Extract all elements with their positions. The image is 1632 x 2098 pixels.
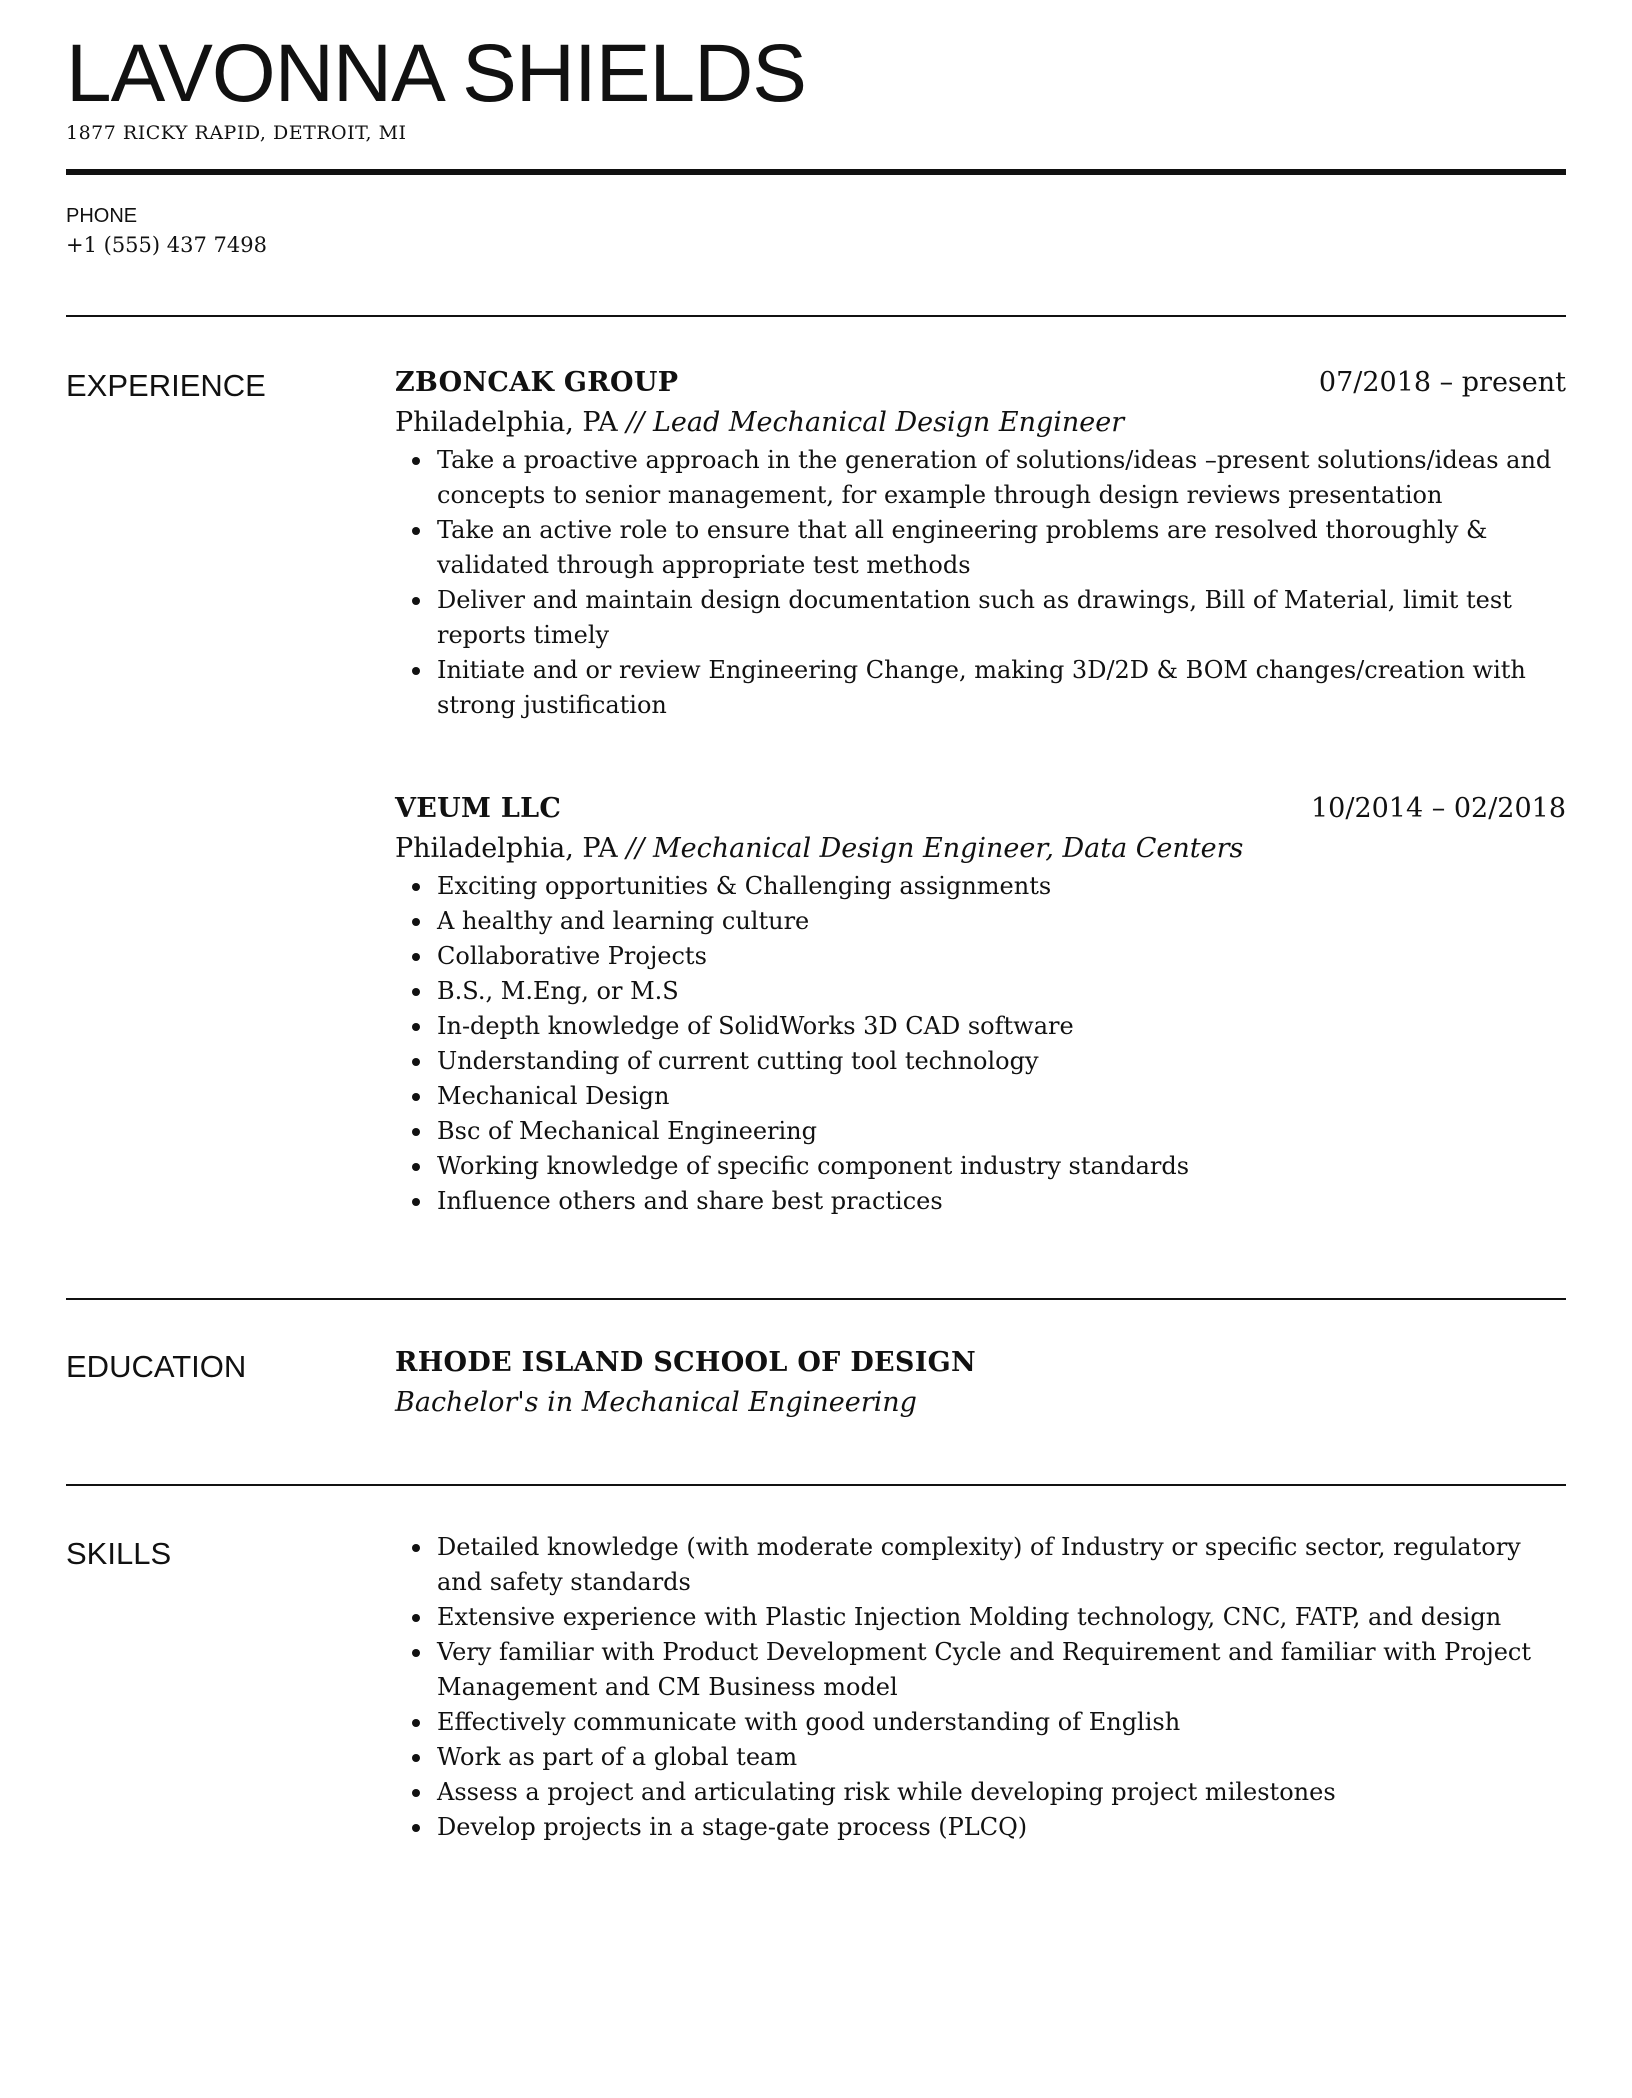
job-bullets [395, 443, 1566, 723]
job-role: // Lead Mechanical Design Engineer [626, 407, 1125, 438]
school-name: RHODE ISLAND SCHOOL OF DESIGN [395, 1347, 976, 1378]
skill-item: Extensive experience with Plastic Injection Molding technology, CNC, FATP, and design [395, 1600, 1566, 1635]
job-bullet: Influence others and share best practices [395, 1184, 1566, 1219]
job-dates: 07/2018 – present [1318, 367, 1566, 398]
job-header [395, 363, 1566, 403]
skill-item: Very familiar with Product Development Cycle and Requirement and familiar with Project Management and CM Business model [395, 1635, 1566, 1705]
job-bullet: Collaborative Projects [395, 939, 1566, 974]
bullet-dot-icon [412, 1719, 420, 1727]
job-bullet: Working knowledge of specific component industry standards [395, 1149, 1566, 1184]
candidate-name: LAVONNA SHIELDS [66, 28, 806, 119]
job-bullets [395, 869, 1566, 1219]
job-bullet: Mechanical Design [395, 1079, 1566, 1114]
bullet-dot-icon [412, 1093, 420, 1101]
skills-heading: SKILLS [66, 1536, 172, 1571]
bullet-dot-icon [412, 1614, 420, 1622]
section-divider [66, 1298, 1566, 1300]
bullet-dot-icon [412, 1544, 420, 1552]
job-bullet: Deliver and maintain design documentation such as drawings, Bill of Material, limit test reports timely [395, 583, 1566, 653]
bullet-dot-icon [412, 1754, 420, 1762]
job-bullet: B.S., M.Eng, or M.S [395, 974, 1566, 1009]
job-location: Philadelphia, PA [395, 407, 618, 438]
job-entry [395, 363, 1566, 723]
bullet-dot-icon [412, 457, 420, 465]
bullet-dot-icon [412, 1058, 420, 1066]
bullet-dot-icon [412, 1023, 420, 1031]
phone-number: +1 (555) 437 7498 [66, 233, 267, 257]
job-bullet: A healthy and learning culture [395, 904, 1566, 939]
section-divider [66, 1484, 1566, 1486]
bullet-dot-icon [412, 953, 420, 961]
job-subtitle [395, 403, 1566, 443]
bullet-dot-icon [412, 597, 420, 605]
bullet-dot-icon [412, 918, 420, 926]
job-location: Philadelphia, PA [395, 833, 618, 864]
bullet-dot-icon [412, 1649, 420, 1657]
skills-content [395, 1530, 1566, 1845]
job-bullet: Understanding of current cutting tool technology [395, 1044, 1566, 1079]
skill-item: Work as part of a global team [395, 1740, 1566, 1775]
job-role: // Mechanical Design Engineer, Data Centers [626, 833, 1244, 864]
job-entry [395, 789, 1566, 1219]
experience-heading: EXPERIENCE [66, 368, 266, 403]
bullet-dot-icon [412, 527, 420, 535]
bullet-dot-icon [412, 883, 420, 891]
candidate-address: 1877 RICKY RAPID, DETROIT, MI [66, 122, 407, 144]
job-bullet: In-depth knowledge of SolidWorks 3D CAD software [395, 1009, 1566, 1044]
job-dates: 10/2014 – 02/2018 [1311, 793, 1566, 824]
job-subtitle [395, 829, 1566, 869]
skill-item: Develop projects in a stage-gate process (PLCQ) [395, 1810, 1566, 1845]
skills-list [395, 1530, 1566, 1845]
skill-item: Effectively communicate with good understanding of English [395, 1705, 1566, 1740]
job-bullet: Bsc of Mechanical Engineering [395, 1114, 1566, 1149]
job-bullet: Take an active role to ensure that all engineering problems are resolved thoroughly & validated through appropriate test methods [395, 513, 1566, 583]
bullet-dot-icon [412, 1128, 420, 1136]
bullet-dot-icon [412, 667, 420, 675]
phone-label: PHONE [66, 205, 138, 227]
education-heading: EDUCATION [66, 1349, 247, 1384]
job-bullet: Initiate and or review Engineering Change, making 3D/2D & BOM changes/creation with strong justification [395, 653, 1566, 723]
job-bullet: Take a proactive approach in the generation of solutions/ideas –present solutions/ideas and concepts to senior management, for example through design reviews presentation [395, 443, 1566, 513]
job-bullet: Exciting opportunities & Challenging assignments [395, 869, 1566, 904]
section-divider [66, 315, 1566, 317]
skill-item: Detailed knowledge (with moderate complexity) of Industry or specific sector, regulatory and safety standards [395, 1530, 1566, 1600]
degree: Bachelor's in Mechanical Engineering [395, 1387, 917, 1418]
bullet-dot-icon [412, 988, 420, 996]
skill-item: Assess a project and articulating risk while developing project milestones [395, 1775, 1566, 1810]
header-divider [66, 169, 1566, 175]
education-content [395, 1343, 1566, 1423]
job-header [395, 789, 1566, 829]
bullet-dot-icon [412, 1824, 420, 1832]
bullet-dot-icon [412, 1163, 420, 1171]
bullet-dot-icon [412, 1198, 420, 1206]
job-company: VEUM LLC [395, 793, 562, 824]
job-company: ZBONCAK GROUP [395, 367, 679, 398]
bullet-dot-icon [412, 1789, 420, 1797]
experience-content [395, 363, 1566, 1219]
